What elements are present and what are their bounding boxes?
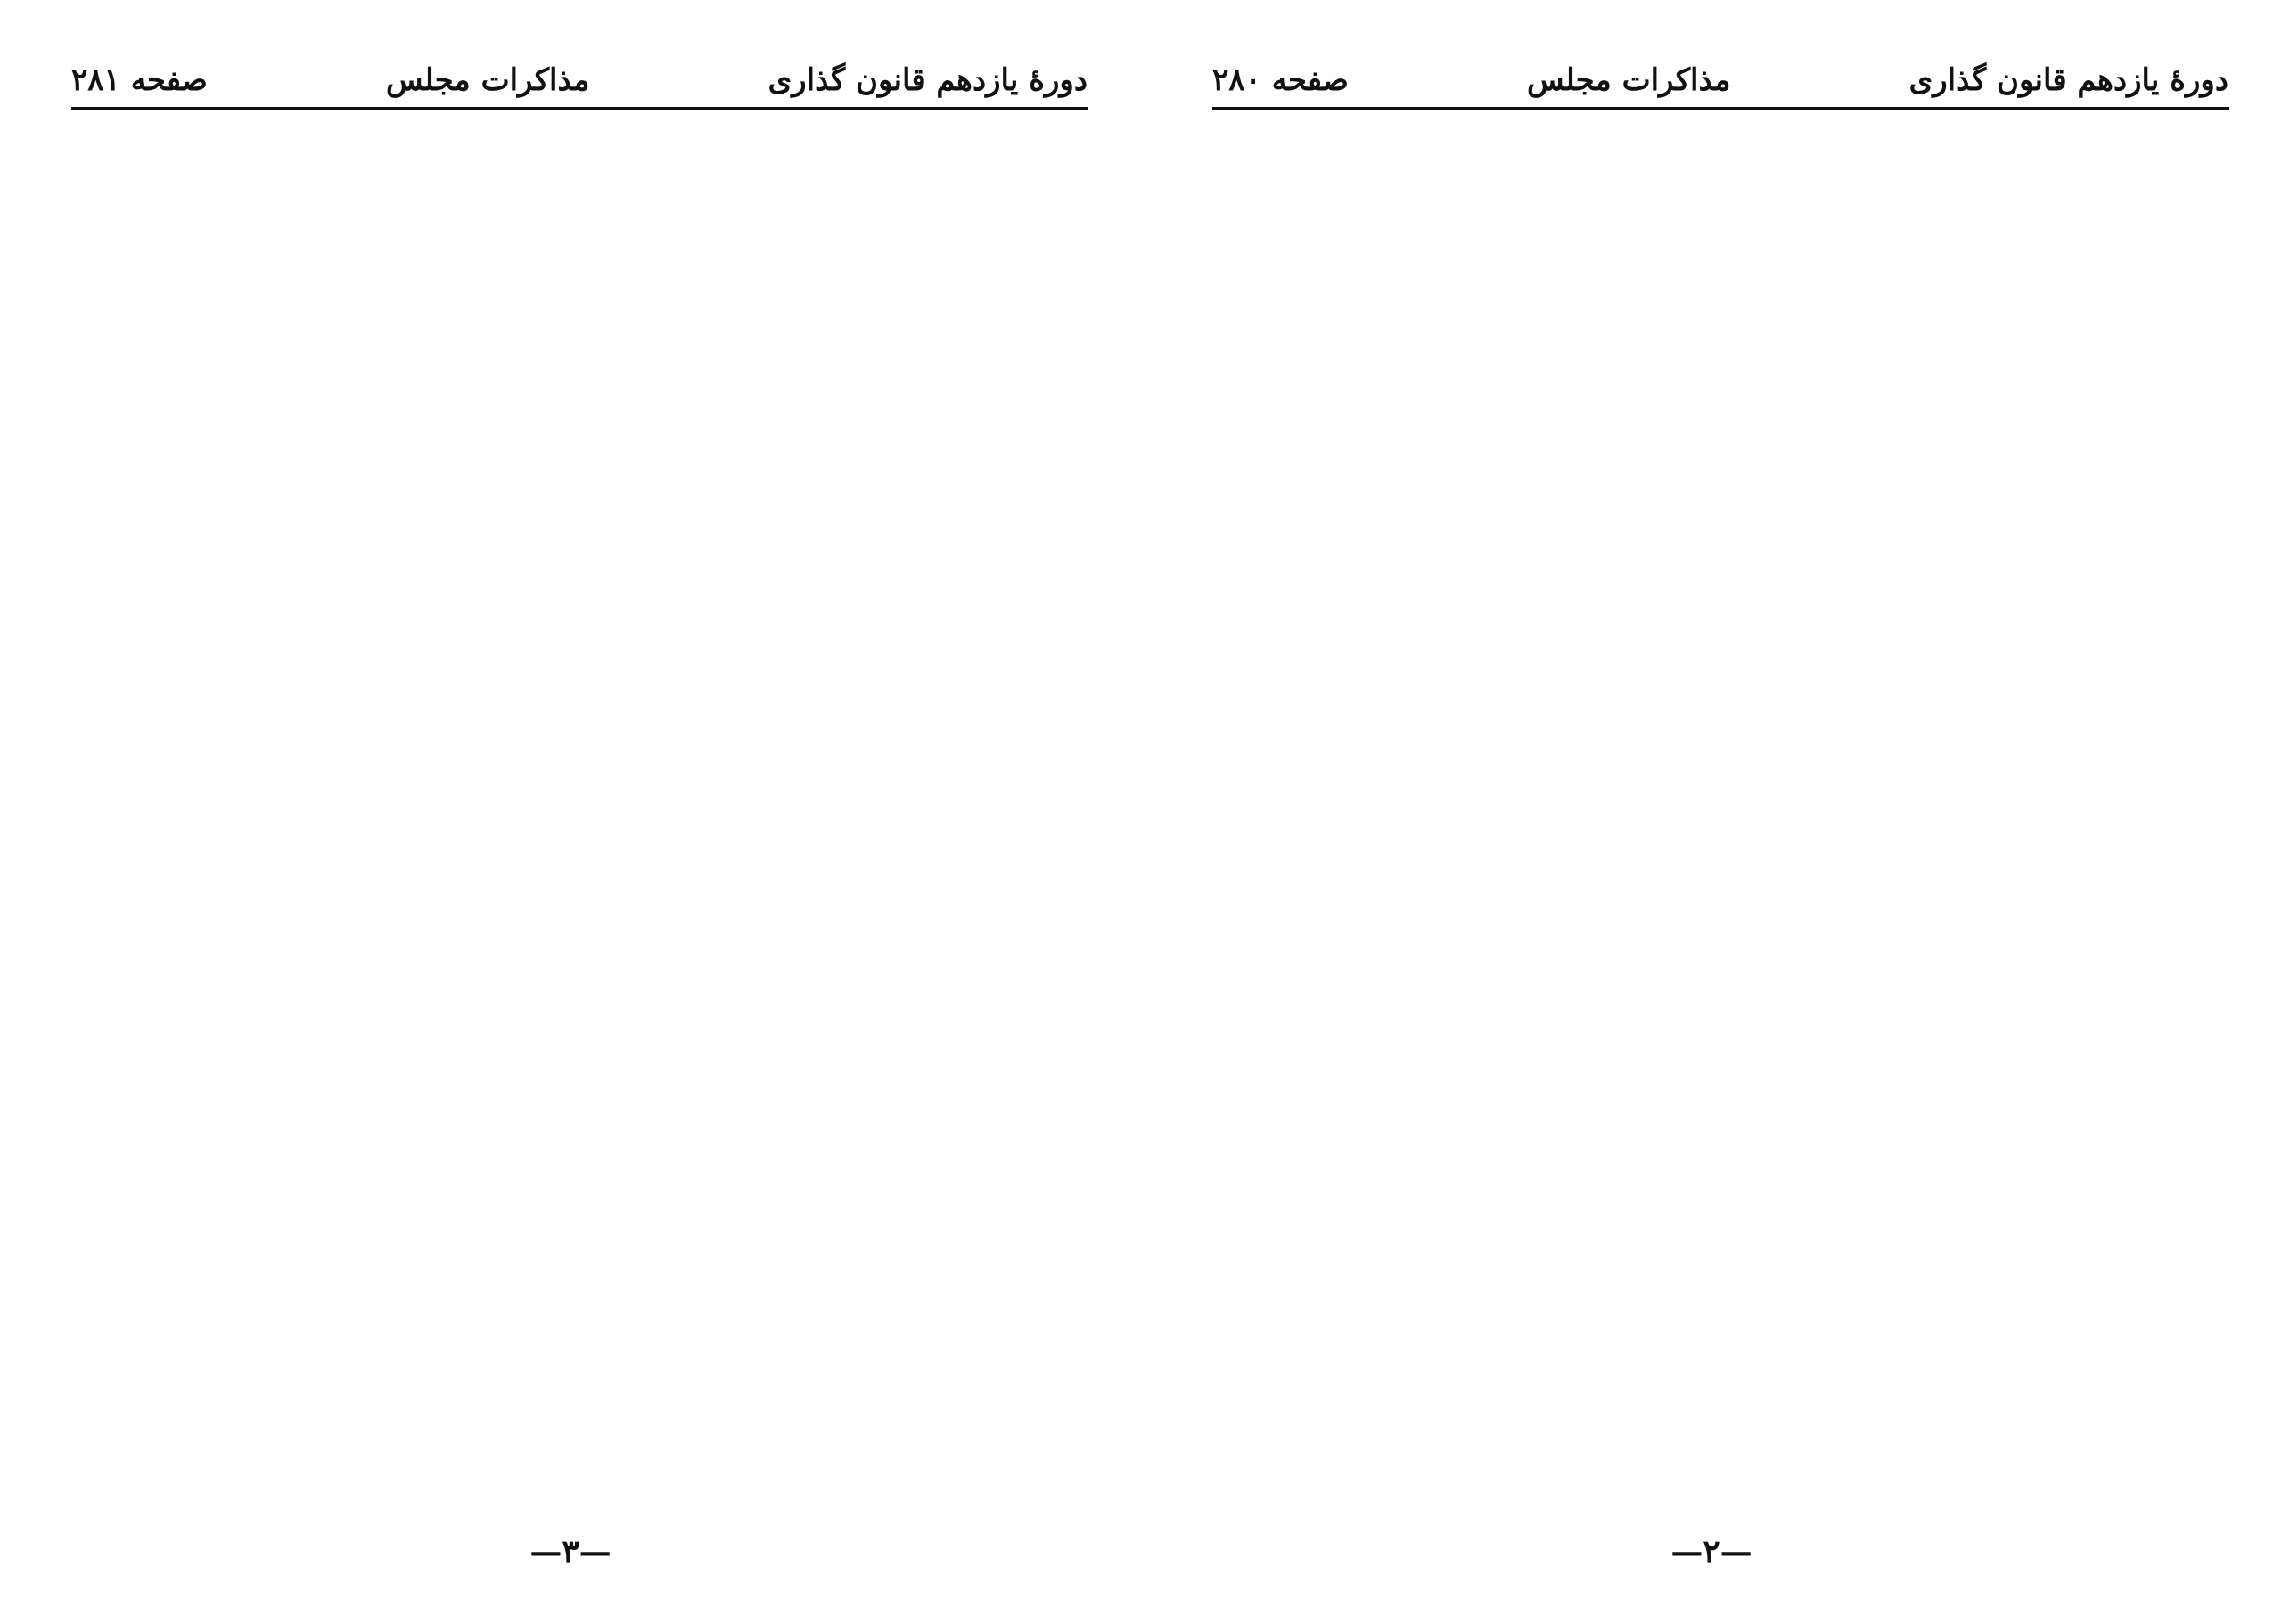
text-column (1212, 116, 1707, 1499)
series-title: دورهٔ یازدهم قانون گذاری (768, 62, 1088, 98)
text-columns (71, 116, 1088, 1499)
text-column (593, 116, 1088, 1499)
running-title: مذاکرات مجلس (386, 62, 590, 98)
page-number: صفحه ۲۸۱ (71, 62, 208, 98)
page-number: صفحه ۲۸۰ (1212, 62, 1349, 98)
page-header (1212, 53, 2229, 110)
running-title: مذاکرات مجلس (1527, 62, 1731, 98)
page-footer: —۳— (529, 1533, 612, 1571)
text-column (71, 116, 566, 1499)
page-footer: —۲— (1670, 1533, 1753, 1571)
series-title: دورهٔ یازدهم قانون گذاری (1909, 62, 2229, 98)
text-column (1734, 116, 2229, 1499)
text-columns (1212, 116, 2229, 1499)
page-280 (1141, 0, 2282, 1624)
page-header (71, 53, 1088, 110)
